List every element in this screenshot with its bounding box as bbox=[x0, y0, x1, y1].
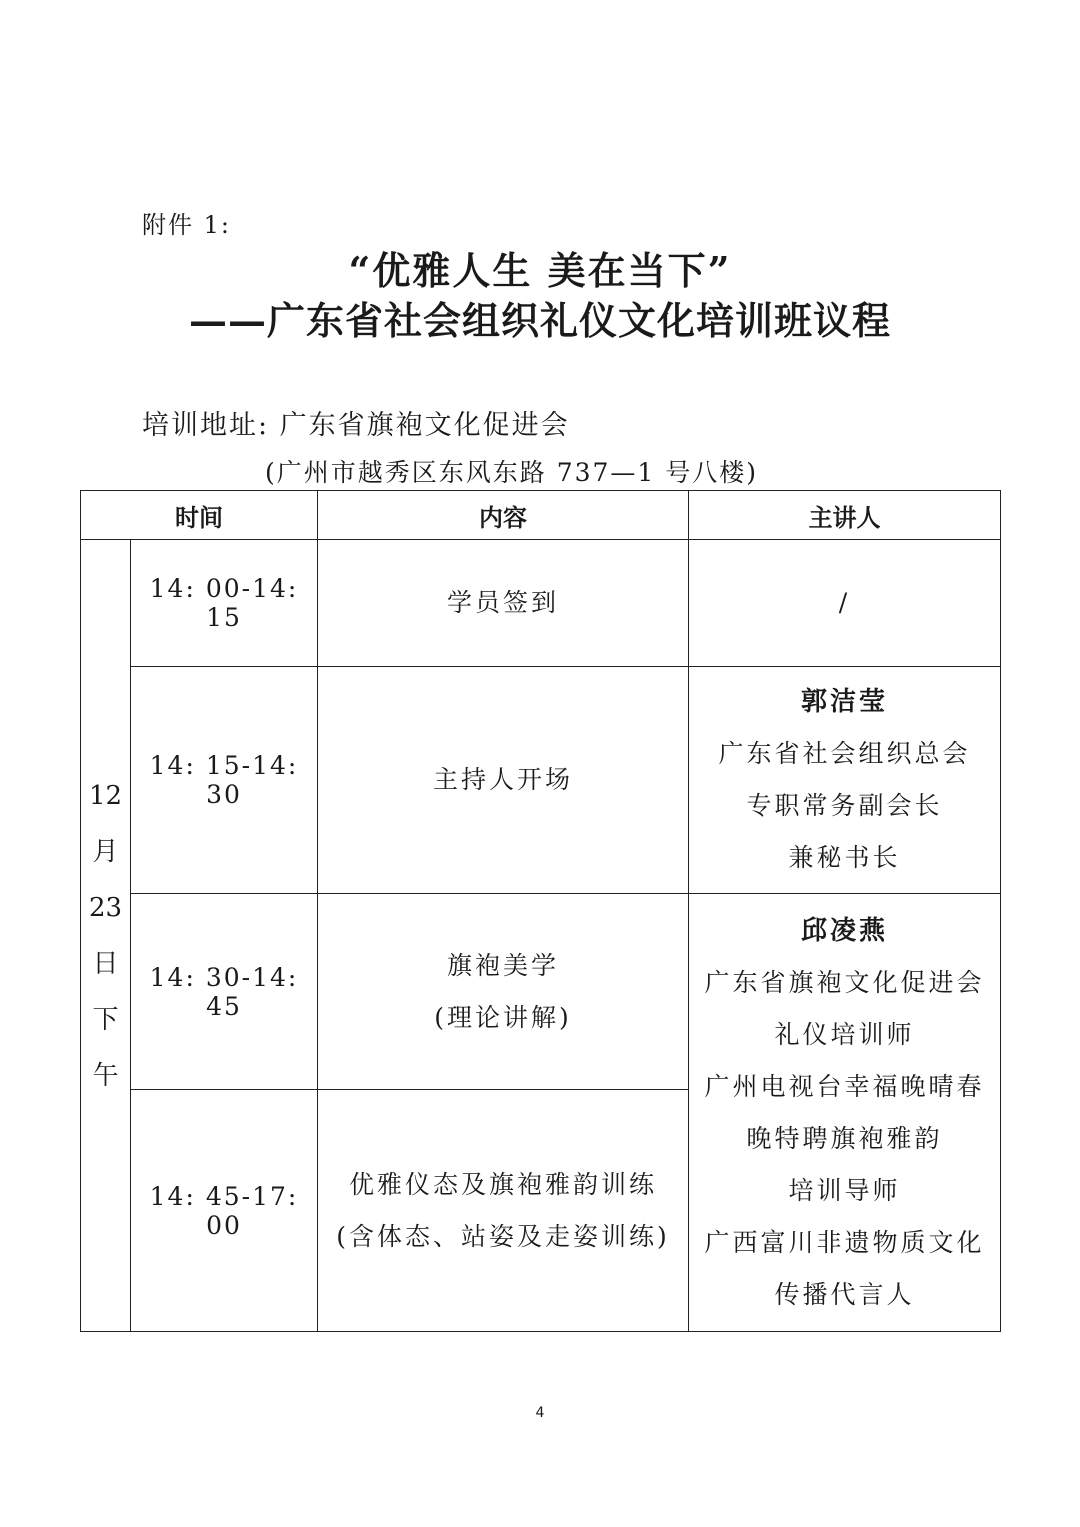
attachment-label: 附件 1: bbox=[142, 211, 231, 239]
speaker-line: 广东省旗袍文化促进会 bbox=[704, 967, 985, 997]
content-cell bbox=[318, 540, 689, 667]
table-row bbox=[81, 540, 1001, 667]
title-line-2: ——广东省社会组织礼仪文化培训班议程 bbox=[188, 298, 891, 343]
speaker-line: 礼仪培训师 bbox=[774, 1019, 915, 1049]
speaker-cell bbox=[689, 540, 1001, 667]
speaker-line: 传播代言人 bbox=[774, 1279, 915, 1309]
header-speaker: 主讲人 bbox=[689, 491, 1001, 540]
speaker-line: 兼秘书长 bbox=[788, 843, 901, 872]
content-cell bbox=[318, 894, 689, 1090]
agenda-table bbox=[80, 490, 1001, 1332]
date-char: 日 bbox=[92, 948, 119, 979]
address-detail: (广州市越秀区东风东路 737—1 号八楼) bbox=[265, 458, 759, 487]
date-char: 午 bbox=[92, 1060, 119, 1091]
date-char: 23 bbox=[88, 892, 123, 923]
header-content: 内容 bbox=[318, 491, 689, 540]
header-row bbox=[81, 491, 1001, 540]
time-cell: 14: 15-14: 30 bbox=[131, 667, 318, 894]
speaker-line: 培训导师 bbox=[788, 1175, 901, 1205]
content-line: 主持人开场 bbox=[432, 765, 573, 794]
speaker-line: 广州电视台幸福晚晴春 bbox=[704, 1071, 985, 1101]
content-line: 学员签到 bbox=[446, 588, 559, 617]
speaker-line: 广西富川非遗物质文化 bbox=[704, 1227, 985, 1257]
table-row bbox=[81, 667, 1001, 894]
speaker-cell bbox=[689, 667, 1001, 894]
title-line-1: “优雅人生 美在当下” bbox=[348, 248, 732, 293]
table-row bbox=[81, 894, 1001, 1090]
content-line: 优雅仪态及旗袍雅韵训练 bbox=[348, 1169, 657, 1199]
speaker-line: 晚特聘旗袍雅韵 bbox=[746, 1123, 943, 1153]
date-char: 下 bbox=[92, 1004, 119, 1035]
speaker-line: / bbox=[838, 588, 851, 617]
speaker-line: 专职常务副会长 bbox=[746, 791, 943, 820]
speaker-name: 邱凌燕 bbox=[800, 915, 888, 946]
content-line: 旗袍美学 bbox=[446, 950, 559, 980]
date-cell bbox=[81, 540, 131, 1332]
content-cell bbox=[318, 1090, 689, 1332]
page-number: 4 bbox=[535, 1405, 545, 1421]
speaker-name: 郭洁莹 bbox=[800, 687, 888, 717]
address-label: 培训地址: 广东省旗袍文化促进会 bbox=[142, 410, 570, 441]
content-cell bbox=[318, 667, 689, 894]
content-line: (理论讲解) bbox=[434, 1002, 572, 1032]
speaker-line: 广东省社会组织总会 bbox=[718, 739, 971, 768]
content-line: (含体态、站姿及走姿训练) bbox=[336, 1221, 670, 1251]
speaker-cell bbox=[689, 894, 1001, 1332]
time-cell: 14: 45-17: 00 bbox=[131, 1090, 318, 1332]
time-cell: 14: 00-14: 15 bbox=[131, 540, 318, 667]
header-time: 时间 bbox=[81, 491, 318, 540]
date-char: 12 bbox=[88, 780, 123, 811]
date-char: 月 bbox=[92, 836, 119, 867]
time-cell: 14: 30-14: 45 bbox=[131, 894, 318, 1090]
